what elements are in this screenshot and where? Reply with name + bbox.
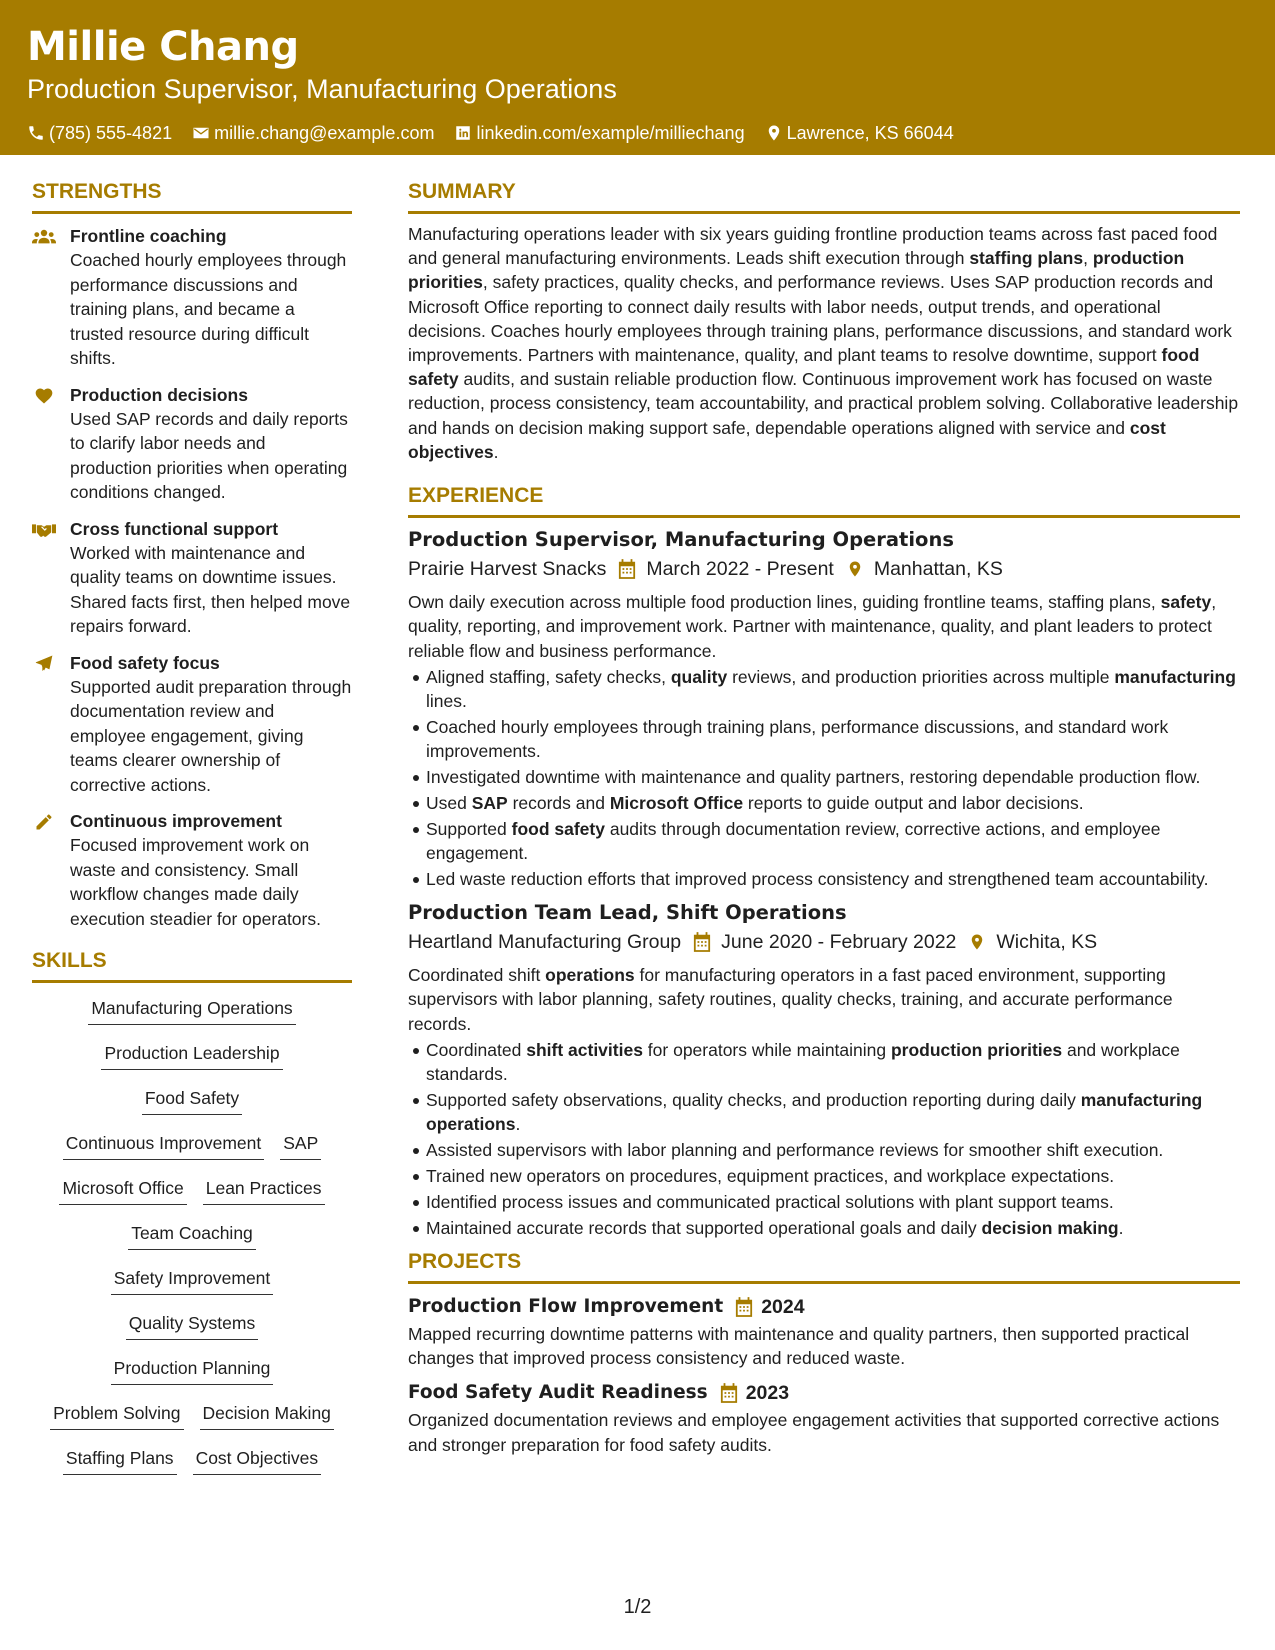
company-name: Prairie Harvest Snacks [408,558,607,581]
skill-row [32,1130,352,1175]
text-segment: Coordinated [426,1039,527,1060]
job-title: Production Supervisor, Manufacturing Operations [408,528,954,552]
job-dates: June 2020 - February 2022 [721,931,957,954]
calendar-icon-wrap [618,559,636,579]
strength-item [32,651,352,798]
bold-text: food safety [408,345,1200,390]
text-segment: Led waste reduction efforts that improved process consistency and strengthened team accountability. [426,868,1209,889]
text-segment: audits through documentation review, corrective actions, and employee engagement. [426,818,1161,863]
experience-heading: EXPERIENCE [408,482,1240,518]
skill-tag: Production Leadership [101,1040,282,1070]
contact-phone[interactable] [27,122,172,144]
bullet-item [426,791,1240,815]
skill-tag: Continuous Improvement [63,1130,265,1160]
text-segment: records and [507,792,610,813]
bullet-item [426,1138,1240,1162]
bullet-item [426,1164,1240,1188]
strength-item [32,517,352,639]
text-segment: audits, and sustain reliable production flow. Continuous improvement work has focused on waste reduction, process consistency, team accountability, and practical problem solving. Collaborative leadership and hands on decision making support safe, dependable operations aligned with service and [408,369,1239,438]
bold-text: operations [545,965,635,986]
skill-tag: Lean Practices [203,1175,325,1205]
skill-row [32,1175,352,1220]
skill-tag: SAP [280,1130,321,1160]
skill-row [32,1310,352,1355]
skill-tag: Production Planning [111,1355,274,1385]
skill-tag: Manufacturing Operations [88,995,295,1025]
strength-title: Continuous improvement [70,811,282,831]
skill-tag: Quality Systems [126,1310,258,1340]
strength-item [32,224,352,371]
bold-text: SAP [471,792,508,813]
text-segment: for manufacturing operators in a fast paced environment, supporting supervisors with labor planning, safety routines, quality checks, training, and accurate performance records. [408,965,1173,1034]
job-description [408,590,1240,663]
text-segment: for operators while maintaining [642,1039,891,1060]
page-number: 1/2 [623,1596,652,1618]
job-title: Production Team Lead, Shift Operations [408,901,847,925]
skill-tag: Staffing Plans [63,1445,177,1475]
calendar-icon-wrap [720,1383,738,1403]
skill-row [32,1445,352,1490]
job-location: Manhattan, KS [873,558,1003,581]
bold-text: manufacturing [1114,666,1236,687]
job-bullets [426,1038,1240,1240]
calendar-icon-wrap [693,932,711,952]
calendar-icon [693,932,711,952]
location-text: Lawrence, KS 66044 [786,123,954,143]
skills-heading: SKILLS [32,947,352,983]
bold-text: manufacturing operations [426,1090,1203,1135]
company-name: Heartland Manufacturing Group [408,931,682,954]
strengths-list [32,224,352,931]
job-meta [408,927,1240,957]
text-segment: Supported [426,818,512,839]
contact-location [765,122,954,144]
skill-tag: Safety Improvement [111,1265,274,1295]
calendar-icon-wrap [735,1297,753,1317]
projects-list [408,1292,1240,1457]
skill-tag: Team Coaching [128,1220,256,1250]
bold-text: quality [670,666,728,687]
job-description [408,963,1240,1036]
strengths-heading: STRENGTHS [32,178,352,214]
map-pin-icon [765,124,783,142]
text-segment: Supported safety observations, quality checks, and production reporting during daily [426,1090,1081,1111]
job-dates: March 2022 - Present [646,558,834,581]
skill-row [32,1355,352,1400]
map-pin-icon [968,932,986,952]
strength-description: Coached hourly employees through performance discussions and training plans, and became a trusted resource during difficult shifts. [70,250,347,368]
person-name: Millie Chang [27,24,299,70]
linkedin-text: linkedin.com/example/milliechang [476,123,745,143]
bold-text: decision making [981,1217,1119,1238]
project-name: Food Safety Audit Readiness [408,1382,708,1404]
calendar-icon [720,1383,738,1403]
text-segment: Used [426,792,472,813]
text-segment: Maintained accurate records that supported operational goals and daily [426,1217,982,1238]
text-segment: Coordinated shift [408,965,546,986]
bullet-item [426,765,1240,789]
bold-text: cost objectives [408,417,1166,462]
users-icon [32,227,56,247]
strength-title: Production decisions [70,384,248,405]
linkedin-icon [454,124,472,142]
projects-heading: PROJECTS [408,1248,1240,1284]
skills-list [32,995,352,1490]
text-segment: . [1118,1217,1124,1238]
left-column [32,178,352,1490]
bullet-item [426,1190,1240,1214]
handshake-icon [32,520,56,540]
skill-tag: Decision Making [200,1400,334,1430]
job-location: Wichita, KS [996,931,1098,954]
bullet-item [426,715,1240,764]
text-segment: , quality, reporting, and improvement work. Partner with maintenance, quality, and plant leaders to protect reliable flow and business performance. [408,592,1217,661]
map-pin-icon-wrap [968,932,986,952]
bold-text: production priorities [890,1039,1063,1060]
heart-icon [32,386,56,406]
job-entry [408,526,1240,891]
bold-text: production priorities [408,248,1185,293]
text-segment: Aligned staffing, safety checks, [426,666,671,687]
skill-row [32,1085,352,1130]
job-entry [408,899,1240,1240]
text-segment: , safety practices, quality checks, and performance reviews. Uses SAP production records and Microsoft Office reporting to connect daily results with labor needs, output trends, and operational decisions. Coaches hourly employees through training plans, performance discussions, and standard work improvements. Partners with maintenance, quality, and plant teams to resolve downtime, support [408,272,1232,366]
bold-text: Microsoft Office [609,792,744,813]
text-segment: Assisted supervisors with labor planning and performance reviews for smoother shift execution. [426,1140,1164,1161]
envelope-icon [192,124,210,142]
text-segment: reports to guide output and labor decisions. [743,792,1084,813]
skill-tag: Cost Objectives [193,1445,322,1475]
skill-row [32,1220,352,1265]
bullet-item [426,867,1240,891]
strength-description: Used SAP records and daily reports to clarify labor needs and production priorities when operating conditions changed. [70,408,348,502]
job-bullets [426,665,1240,891]
skill-tag: Microsoft Office [59,1175,186,1205]
phone-text: (785) 555-4821 [49,123,173,143]
contact-email[interactable] [192,122,434,144]
project-entry [408,1292,1240,1371]
text-segment: . [493,441,499,462]
strength-title: Food safety focus [70,652,220,673]
text-segment: . [515,1114,521,1135]
text-segment: and workplace standards. [426,1039,1180,1085]
project-header [408,1292,1240,1322]
skill-row [32,1265,352,1310]
summary-text [408,222,1240,464]
text-segment: Own daily execution across multiple food production lines, guiding frontline teams, staffing plans, [408,592,1161,613]
calendar-icon [618,559,636,579]
email-text: millie.chang@example.com [214,123,435,143]
bullet-item [426,1216,1240,1240]
text-segment: Manufacturing operations leader with six years guiding frontline production teams across fast paced food and general manufacturing environments. Leads shift execution through [408,224,1218,269]
text-segment: Investigated downtime with maintenance and quality partners, restoring dependable production flow. [426,767,1201,788]
bullet-item [426,665,1240,714]
bold-text: food safety [511,818,605,839]
strength-title: Frontline coaching [70,226,227,246]
skill-row [32,995,352,1040]
bold-text: safety [1160,592,1212,613]
text-segment: , [1083,248,1093,269]
project-description: Mapped recurring downtime patterns with maintenance and quality partners, then supported practical changes that improved process consistency and reduced waste. [408,1323,1190,1369]
skill-row [32,1040,352,1085]
bullet-item [426,1038,1240,1087]
calendar-icon [735,1297,753,1317]
bold-text: staffing plans [969,248,1084,269]
contact-bar [27,122,1248,144]
map-pin-icon [846,559,864,579]
pencil-icon [32,812,56,832]
resume-header [0,0,1275,155]
contact-linkedin[interactable] [454,122,744,144]
strength-item [32,383,352,505]
experience-list [408,526,1240,1240]
project-entry [408,1378,1240,1457]
text-segment: lines. [426,691,467,712]
right-column [408,178,1240,1463]
summary-heading: SUMMARY [408,178,1240,214]
text-segment: reviews, and production priorities across multiple [727,666,1115,687]
strength-title: Cross functional support [70,518,279,539]
bold-text: shift activities [526,1039,643,1060]
bullet-item [426,817,1240,866]
bullet-item [426,1088,1240,1137]
skill-tag: Food Safety [142,1085,242,1115]
map-pin-icon-wrap [846,559,864,579]
job-title-headline: Production Supervisor, Manufacturing Operations [27,74,617,104]
project-description: Organized documentation reviews and employee engagement activities that supported corrective actions and stronger preparation for food safety audits. [408,1410,1220,1455]
job-meta [408,554,1240,584]
project-name: Production Flow Improvement [408,1295,724,1317]
strength-item [32,809,352,931]
text-segment: Identified process issues and communicated practical solutions with plant support teams. [426,1191,1114,1212]
skill-tag: Problem Solving [50,1400,183,1430]
paper-plane-icon [32,654,56,674]
skill-row [32,1400,352,1445]
text-segment: Coached hourly employees through training plans, performance discussions, and standard work improvements. [426,717,1169,762]
project-year: 2023 [745,1382,790,1405]
text-segment: Trained new operators on procedures, equipment practices, and workplace expectations. [426,1165,1115,1186]
phone-icon [27,124,45,142]
strength-description: Focused improvement work on waste and consistency. Small workflow changes made daily execution steadier for operators. [70,835,321,929]
project-year: 2024 [761,1295,805,1318]
project-header [408,1378,1240,1408]
strength-description: Supported audit preparation through documentation review and employee engagement, giving teams clearer ownership of corrective actions. [70,676,352,795]
strength-description: Worked with maintenance and quality teams on downtime issues. Shared facts first, then helped move repairs forward. [70,542,351,636]
